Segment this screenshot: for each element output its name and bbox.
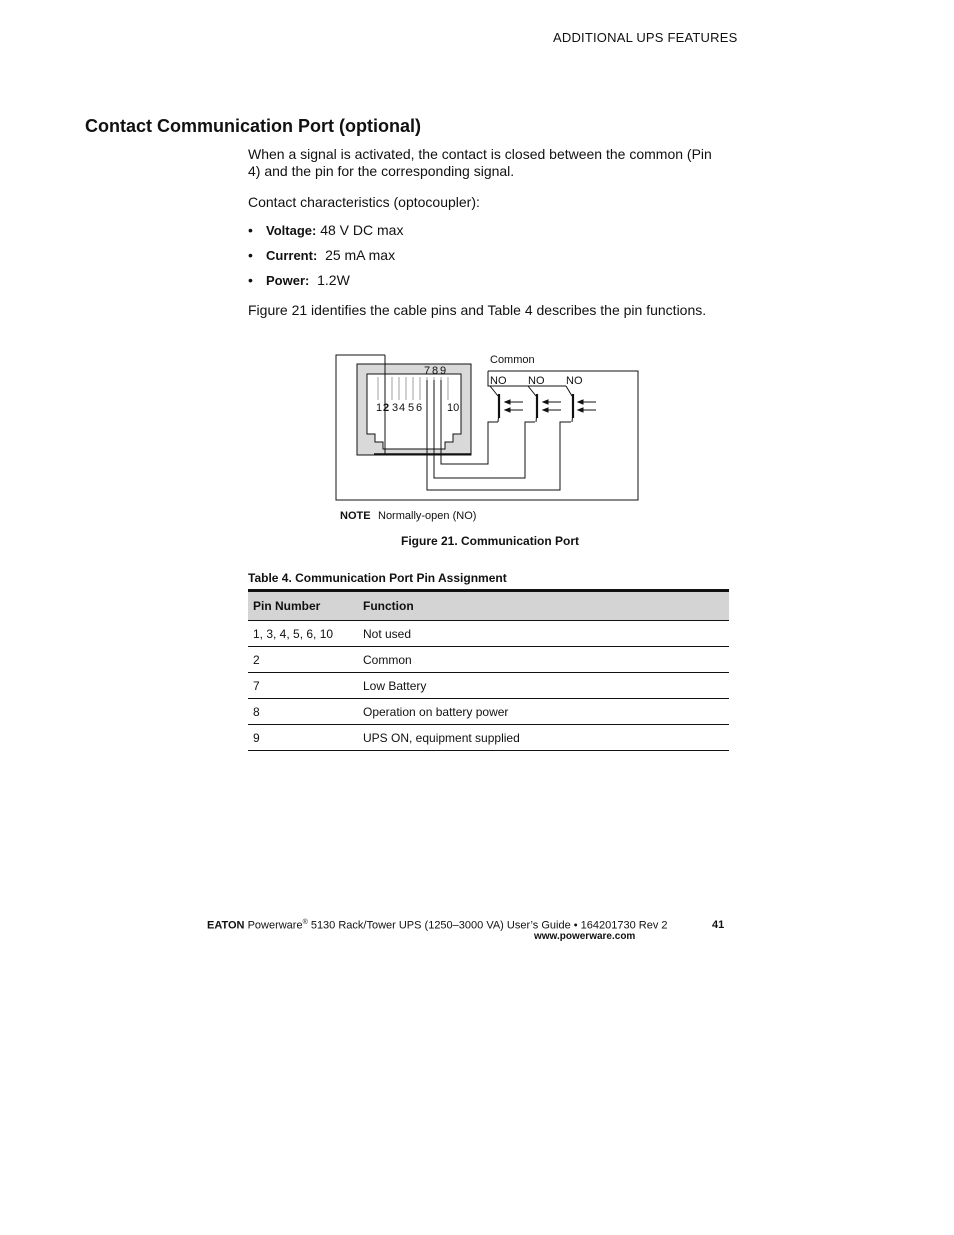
footer-brand: EATON [207, 919, 245, 932]
bullet-current [248, 247, 395, 263]
bullet-value: 48 V DC max [320, 222, 404, 238]
column-header-function: Function [358, 591, 729, 621]
table-header-row [248, 591, 729, 621]
footer-registered-mark: ® [302, 919, 308, 926]
pin-label-top: 9 [440, 365, 447, 377]
pin-label-bottom: 6 [416, 402, 423, 414]
footer-product: Powerware [247, 919, 303, 932]
pin-cell: 2 [248, 647, 358, 673]
function-cell: Common [358, 647, 729, 673]
page-number: 41 [712, 919, 725, 931]
optocoupler-1 [490, 386, 523, 422]
footer-guide-title: 5130 Rack/Tower UPS (1250–3000 VA) User’s Guide • 164201730 Rev 2 [307, 919, 668, 932]
communication-port-diagram [330, 350, 650, 530]
pin-label-bottom: 10 [447, 402, 460, 414]
pin-label-bottom: 1 [376, 402, 383, 414]
function-cell: Not used [358, 621, 729, 647]
intro-paragraph: When a signal is activated, the contact is closed between the common (Pin 4) and the pin for the corresponding signal. [248, 146, 712, 179]
bullet-term: Voltage: [266, 223, 317, 238]
bullet-dot: • [248, 222, 253, 238]
section-title: Contact Communication Port (optional) [85, 116, 421, 136]
bullet-value: 25 mA max [325, 247, 396, 263]
figure-caption: Figure 21. Communication Port [401, 534, 580, 548]
bullet-voltage [248, 222, 403, 238]
function-cell: Low Battery [358, 673, 729, 699]
optocoupler-2 [528, 386, 561, 422]
pin-label-bottom: 5 [408, 402, 415, 414]
pin-label-bottom: 3 [392, 402, 399, 414]
running-header: ADDITIONAL UPS FEATURES [553, 30, 738, 45]
no-label: NO [528, 375, 545, 387]
footer-document-info [207, 919, 668, 932]
no-label: NO [566, 375, 583, 387]
figure-reference-paragraph: Figure 21 identifies the cable pins and Table 4 describes the pin functions. [248, 302, 707, 318]
function-cell: Operation on battery power [358, 699, 729, 725]
column-header-pin: Pin Number [248, 591, 358, 621]
pin-cell: 7 [248, 673, 358, 699]
bullet-term: Power: [266, 273, 310, 288]
note-text: Normally-open (NO) [378, 510, 477, 522]
bullet-term: Current: [266, 248, 318, 263]
optocoupler-3 [566, 386, 596, 422]
pin-cell: 9 [248, 725, 358, 751]
pin-label-top: 7 [424, 365, 431, 377]
bullet-dot: • [248, 272, 253, 288]
pin-label-top: 8 [432, 365, 439, 377]
pin-label-bottom: 2 [383, 402, 390, 414]
no-label: NO [490, 375, 507, 387]
pin-label-bottom: 4 [399, 402, 406, 414]
note-label: NOTE [340, 510, 371, 522]
characteristics-paragraph: Contact characteristics (optocoupler): [248, 194, 480, 210]
table-row [248, 621, 729, 647]
common-label: Common [490, 354, 535, 366]
table-row [248, 673, 729, 699]
pin-assignment-table [248, 589, 729, 751]
pin-cell: 1, 3, 4, 5, 6, 10 [248, 621, 358, 647]
bullet-dot: • [248, 247, 253, 263]
footer-url: www.powerware.com [534, 931, 636, 942]
table-row [248, 699, 729, 725]
bullet-value: 1.2W [317, 272, 350, 288]
table-title: Table 4. Communication Port Pin Assignment [248, 571, 507, 585]
bullet-power [248, 272, 350, 288]
function-cell: UPS ON, equipment supplied [358, 725, 729, 751]
table-row [248, 647, 729, 673]
pin-cell: 8 [248, 699, 358, 725]
table-row [248, 725, 729, 751]
